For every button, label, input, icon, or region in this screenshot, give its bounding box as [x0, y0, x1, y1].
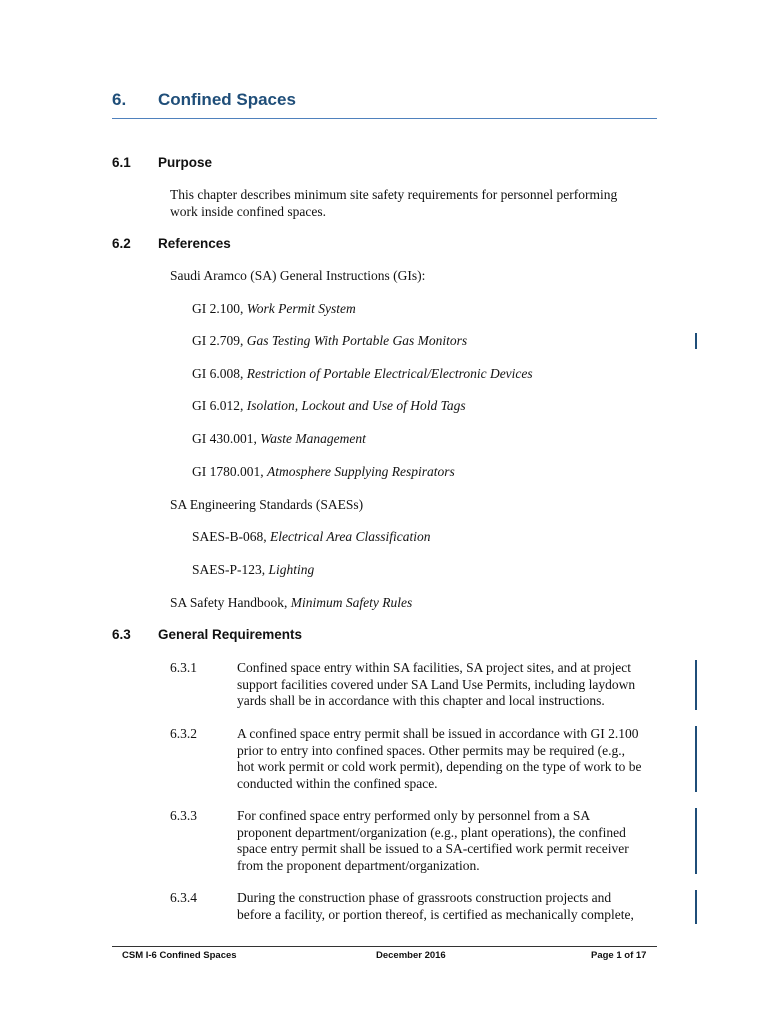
- reference-code: SAES-B-068,: [192, 529, 271, 544]
- revision-change-bar: [695, 660, 697, 710]
- section-number: 6.3: [112, 627, 131, 642]
- reference-safety-handbook: [170, 595, 412, 612]
- reference-code: GI 6.008,: [192, 366, 247, 381]
- footer-document-title: CSM I-6 Confined Spaces: [122, 950, 237, 961]
- purpose-line-2: work inside confined spaces.: [170, 204, 326, 219]
- revision-change-bar: [695, 333, 697, 349]
- reference-title: Minimum Safety Rules: [290, 595, 413, 610]
- requirement-line: prior to entry into confined spaces. Other permits may be required (e.g.,: [237, 742, 625, 758]
- reference-saes-b-068: [192, 529, 431, 546]
- reference-saes-p-123: [192, 562, 314, 579]
- reference-title: Gas Testing With Portable Gas Monitors: [246, 333, 468, 348]
- section-number: 6.1: [112, 155, 131, 170]
- revision-change-bar: [695, 890, 697, 924]
- footer-rule: [112, 946, 657, 947]
- requirement-text: [237, 808, 667, 874]
- chapter-title-text: Confined Spaces: [158, 90, 296, 109]
- chapter-title: [112, 90, 657, 110]
- reference-title: Lighting: [268, 562, 315, 577]
- reference-gi-1780001: [192, 464, 455, 481]
- revision-change-bar: [695, 726, 697, 792]
- requirement-line: For confined space entry performed only by personnel from a SA: [237, 808, 591, 823]
- requirement-text: [237, 660, 667, 710]
- requirement-text: [237, 726, 667, 792]
- section-heading-references: [112, 236, 231, 251]
- title-rule: [112, 118, 657, 119]
- reference-title: Atmosphere Supplying Respirators: [267, 464, 455, 479]
- section-title: General Requirements: [158, 627, 303, 642]
- requirement-number: 6.3.2: [170, 726, 197, 741]
- section-heading-general-requirements: [112, 627, 302, 642]
- footer-date: December 2016: [376, 950, 446, 961]
- requirement-line: hot work permit or cold work permit), depending on the type of work to be: [237, 759, 642, 774]
- chapter-number: 6.: [112, 90, 127, 109]
- requirement-line: conducted within the confined space.: [237, 775, 438, 791]
- reference-code: GI 6.012,: [192, 398, 247, 413]
- reference-gi-430001: [192, 431, 366, 448]
- reference-title: Restriction of Portable Electrical/Electronic Devices: [246, 366, 533, 381]
- reference-code: GI 1780.001,: [192, 464, 267, 479]
- section-heading-purpose: [112, 155, 212, 170]
- section-title: Purpose: [158, 155, 213, 170]
- section-number: 6.2: [112, 236, 131, 251]
- reference-gi-2100: [192, 301, 356, 318]
- saes-intro: SA Engineering Standards (SAESs): [170, 497, 364, 512]
- requirement-number: 6.3.4: [170, 890, 197, 905]
- revision-change-bar: [695, 808, 697, 874]
- reference-gi-2709: [192, 333, 467, 350]
- reference-code: GI 2.100,: [192, 301, 247, 316]
- requirement-line: from the proponent department/organization.: [237, 857, 480, 873]
- reference-title: Isolation, Lockout and Use of Hold Tags: [246, 398, 466, 413]
- reference-code: SAES-P-123,: [192, 562, 269, 577]
- reference-gi-6012: [192, 398, 466, 415]
- footer-page-number: Page 1 of 17: [591, 950, 647, 961]
- requirement-line: During the construction phase of grassroots construction projects and: [237, 890, 612, 905]
- reference-code: SA Safety Handbook,: [170, 595, 291, 610]
- reference-code: GI 430.001,: [192, 431, 261, 446]
- reference-title: Waste Management: [260, 431, 366, 446]
- requirement-line: A confined space entry permit shall be issued in accordance with GI 2.100: [237, 726, 639, 741]
- requirement-line: proponent department/organization (e.g., plant operations), the confined: [237, 824, 626, 840]
- reference-gi-6008: [192, 366, 533, 383]
- requirement-number: 6.3.3: [170, 808, 197, 823]
- reference-code: GI 2.709,: [192, 333, 247, 348]
- requirement-line: support facilities covered under SA Land Use Permits, including laydown: [237, 676, 636, 692]
- requirement-line: yards shall be in accordance with this chapter and local instructions.: [237, 693, 605, 708]
- reference-title: Work Permit System: [246, 301, 356, 316]
- requirement-number: 6.3.1: [170, 660, 197, 675]
- purpose-line-1: This chapter describes minimum site safety requirements for personnel performing: [170, 187, 618, 202]
- reference-title: Electrical Area Classification: [270, 529, 431, 544]
- gi-intro: Saudi Aramco (SA) General Instructions (GIs):: [170, 268, 426, 283]
- requirement-text: [237, 890, 667, 923]
- section-title: References: [158, 236, 231, 251]
- requirement-line: Confined space entry within SA facilities, SA project sites, and at project: [237, 660, 632, 675]
- requirement-line: space entry permit shall be issued to a SA-certified work permit receiver: [237, 841, 629, 856]
- requirement-line: before a facility, or portion thereof, is certified as mechanically complete,: [237, 906, 634, 922]
